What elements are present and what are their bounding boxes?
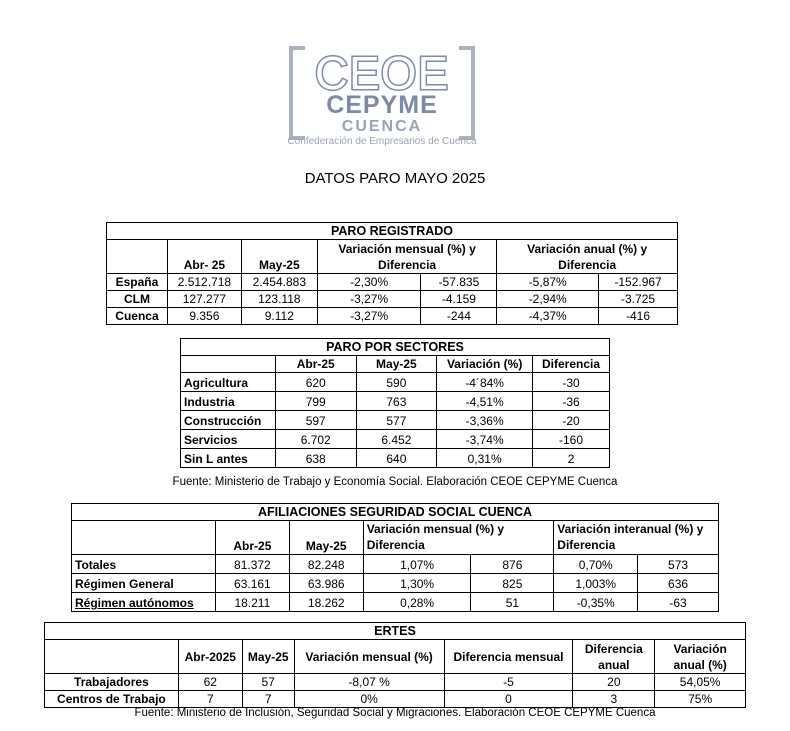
cell-var-anual-dif: -152.967 [599, 274, 678, 291]
logo-ceoe-text: CEOE [314, 47, 450, 99]
row-label: Trabajadores [45, 674, 179, 691]
table-row [181, 373, 610, 392]
paro-registrado-caption: PARO REGISTRADO [107, 223, 678, 240]
cell-var-mes-pct: 0,28% [363, 593, 471, 612]
cell-var-mes-dif: 876 [471, 555, 554, 574]
cell-dif-mes: 0 [444, 691, 573, 708]
row-label: Agricultura [181, 373, 276, 392]
cell-dif-anual: 20 [573, 674, 655, 691]
row-label: Cuenca [107, 308, 168, 325]
table-row [72, 555, 719, 574]
cell-var-anual-dif: -416 [599, 308, 678, 325]
table-row [181, 449, 610, 468]
cell-var-anual-pct: -2,94% [497, 291, 599, 308]
table-row [45, 691, 746, 708]
logo-tagline: Confederación de Empresarios de Cuenca [287, 136, 477, 147]
cell-abr: 63.161 [215, 574, 289, 593]
cell-may: 763 [356, 392, 437, 411]
cell-var-mes: -8,07 % [294, 674, 444, 691]
header-diferencia: Diferencia [533, 356, 610, 373]
cell-abr: 127.277 [167, 291, 241, 308]
cell-may: 640 [356, 449, 437, 468]
header-may: May-25 [356, 356, 437, 373]
cell-dif-mes: -5 [444, 674, 573, 691]
cell-var-mes-pct: 1,30% [363, 574, 471, 593]
header-empty [45, 640, 179, 674]
cell-var-int-dif: 636 [638, 574, 719, 593]
header-var-mensual: Variación mensual (%) [294, 640, 444, 674]
row-label: Servicios [181, 430, 276, 449]
cell-dif: -20 [533, 411, 610, 430]
cell-may: 590 [356, 373, 437, 392]
table-row [181, 430, 610, 449]
cell-abr: 6.702 [275, 430, 356, 449]
cell-may: 82.248 [289, 555, 363, 574]
cell-abr: 81.372 [215, 555, 289, 574]
header-dif-mensual: Diferencia mensual [444, 640, 573, 674]
cell-may: 577 [356, 411, 437, 430]
afiliaciones-caption: AFILIACIONES SEGURIDAD SOCIAL CUENCA [72, 504, 719, 521]
cell-var-anual-pct: -4,37% [497, 308, 599, 325]
cell-abr: 620 [275, 373, 356, 392]
header-var-mensual: Variación mensual (%) y Diferencia [317, 240, 497, 274]
table-row [45, 674, 746, 691]
cell-var-mes-dif: 825 [471, 574, 554, 593]
header-var-mensual: Variación mensual (%) y Diferencia [363, 521, 554, 555]
cell-var-mes-pct: -3,27% [317, 291, 421, 308]
header-var-anual: Variación anual (%) [655, 640, 746, 674]
cell-var-int-pct: -0,35% [554, 593, 638, 612]
header-may: May-25 [289, 521, 363, 555]
header-abr: Abr-25 [275, 356, 356, 373]
cell-var-mes-pct: -3,27% [317, 308, 421, 325]
header-empty [181, 356, 276, 373]
cell-abr: 18.211 [215, 593, 289, 612]
cell-var-int-dif: -63 [638, 593, 719, 612]
table-row [107, 308, 678, 325]
cell-abr: 9.356 [167, 308, 241, 325]
cell-abr: 62 [178, 674, 242, 691]
cell-dif: -160 [533, 430, 610, 449]
cell-var-int-pct: 0,70% [554, 555, 638, 574]
cell-var-anual: 75% [655, 691, 746, 708]
table-row [72, 574, 719, 593]
cell-var-mes-dif: -244 [421, 308, 497, 325]
header-may: May-25 [241, 240, 317, 274]
row-label: Industria [181, 392, 276, 411]
header-var-anual: Variación anual (%) y Diferencia [497, 240, 678, 274]
table-row [107, 274, 678, 291]
cell-dif: 2 [533, 449, 610, 468]
header-variacion: Variación (%) [437, 356, 533, 373]
cell-dif: -30 [533, 373, 610, 392]
header-empty [107, 240, 168, 274]
table-row [107, 291, 678, 308]
document-title: DATOS PARO MAYO 2025 [304, 170, 486, 187]
cell-var-anual-pct: -5,87% [497, 274, 599, 291]
row-label: Sin L antes [181, 449, 276, 468]
cell-abr: 7 [178, 691, 242, 708]
cell-abr: 638 [275, 449, 356, 468]
cell-may: 18.262 [289, 593, 363, 612]
table-row [72, 593, 719, 612]
header-abr: Abr-25 [215, 521, 289, 555]
cell-abr: 597 [275, 411, 356, 430]
source-note-1: Fuente: Ministerio de Trabajo y Economía Social. Elaboración CEOE CEPYME Cuenca [172, 476, 618, 488]
ceoe-cepyme-logo [287, 46, 477, 151]
cell-may: 63.986 [289, 574, 363, 593]
cell-var: -3,36% [437, 411, 533, 430]
ertes-table [44, 622, 746, 708]
cell-var-mes-dif: -4.159 [421, 291, 497, 308]
cell-may: 9.112 [241, 308, 317, 325]
cell-var-mes-dif: 51 [471, 593, 554, 612]
cell-var: -3,74% [437, 430, 533, 449]
cell-var-mes: 0% [294, 691, 444, 708]
cell-var-mes-pct: 1,07% [363, 555, 471, 574]
header-abr: Abr- 25 [167, 240, 241, 274]
cell-may: 6.452 [356, 430, 437, 449]
cell-may: 2.454.883 [241, 274, 317, 291]
cell-var-anual-dif: -3.725 [599, 291, 678, 308]
cell-may: 7 [242, 691, 294, 708]
afiliaciones-table [71, 503, 719, 612]
cell-may: 57 [242, 674, 294, 691]
cell-var: 0,31% [437, 449, 533, 468]
row-label: Régimen General [72, 574, 216, 593]
cell-var-int-pct: 1,003% [554, 574, 638, 593]
cell-var: -4´84% [437, 373, 533, 392]
table-row [181, 392, 610, 411]
cell-var: -4,51% [437, 392, 533, 411]
header-dif-anual: Diferencia anual [573, 640, 655, 674]
row-label: Centros de Trabajo [45, 691, 179, 708]
header-empty [72, 521, 216, 555]
table-row [181, 411, 610, 430]
header-var-interanual: Variación interanual (%) y Diferencia [554, 521, 719, 555]
row-label: Totales [72, 555, 216, 574]
paro-sectores-table [180, 338, 610, 468]
logo-cepyme-text: CEPYME [326, 91, 438, 119]
logo-cuenca-text: CUENCA [341, 118, 423, 135]
cell-dif: -36 [533, 392, 610, 411]
cell-var-anual: 54,05% [655, 674, 746, 691]
cell-abr: 799 [275, 392, 356, 411]
source-note-2: Fuente: Ministerio de Inclusión, Seguridad Social y Migraciones. Elaboración CEOE CEPYME Cuenca [134, 707, 656, 719]
cell-dif-anual: 3 [573, 691, 655, 708]
cell-var-int-dif: 573 [638, 555, 719, 574]
row-label-link[interactable]: Régimen autónomos [72, 593, 216, 612]
header-abr: Abr-2025 [178, 640, 242, 674]
cell-abr: 2.512.718 [167, 274, 241, 291]
ertes-caption: ERTES [45, 623, 746, 640]
row-label: Construcción [181, 411, 276, 430]
paro-sectores-caption: PARO POR SECTORES [181, 339, 610, 356]
paro-registrado-table [106, 222, 678, 325]
cell-var-mes-dif: -57.835 [421, 274, 497, 291]
header-may: May-25 [242, 640, 294, 674]
row-label: CLM [107, 291, 168, 308]
cell-var-mes-pct: -2,30% [317, 274, 421, 291]
row-label: España [107, 274, 168, 291]
cell-may: 123.118 [241, 291, 317, 308]
